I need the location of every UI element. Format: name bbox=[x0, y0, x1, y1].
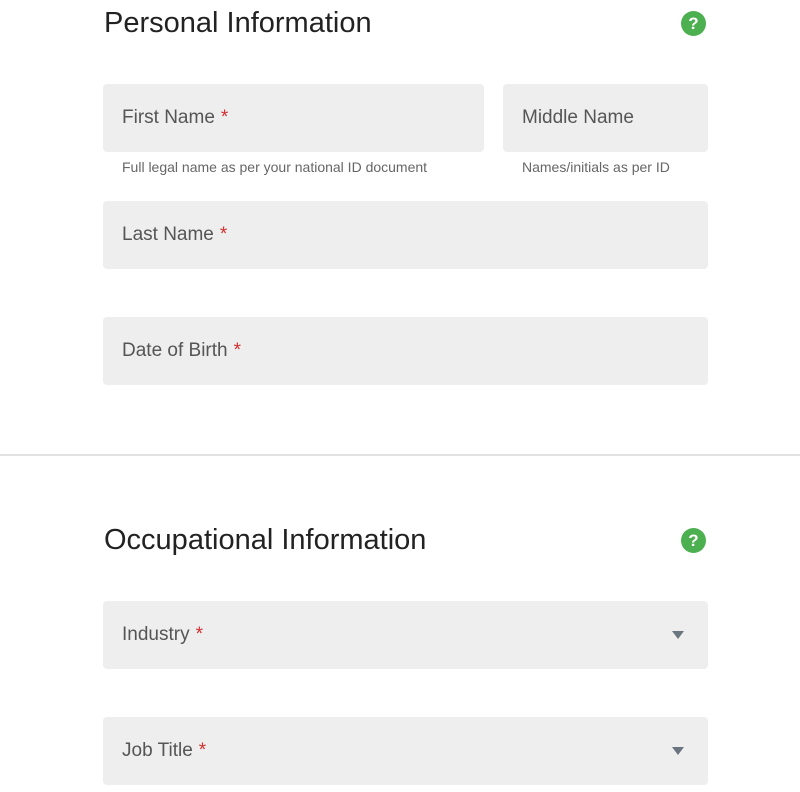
middle-name-field[interactable] bbox=[503, 84, 708, 152]
industry-label bbox=[122, 624, 203, 646]
date-of-birth-label bbox=[122, 340, 241, 362]
middle-name-helper-text: Names/initials as per ID bbox=[522, 159, 670, 175]
section-divider bbox=[0, 454, 800, 456]
occupational-information-title: Occupational Information bbox=[104, 524, 427, 556]
first-name-required-mark: * bbox=[220, 107, 229, 128]
job-title-label bbox=[122, 740, 206, 762]
industry-caret-down-icon[interactable] bbox=[672, 631, 684, 639]
last-name-required-mark: * bbox=[219, 224, 228, 245]
middle-name-label bbox=[522, 107, 634, 129]
last-name-label-text: Last Name bbox=[122, 224, 214, 245]
job-title-required-mark: * bbox=[198, 740, 207, 761]
first-name-label-text: First Name bbox=[122, 107, 215, 128]
date-of-birth-label-text: Date of Birth bbox=[122, 340, 228, 361]
first-name-helper-text: Full legal name as per your national ID document bbox=[122, 159, 428, 175]
last-name-label bbox=[122, 224, 227, 246]
first-name-field[interactable] bbox=[103, 84, 484, 152]
industry-label-text: Industry bbox=[122, 624, 190, 645]
job-title-label-text: Job Title bbox=[122, 740, 193, 761]
industry-select[interactable] bbox=[103, 601, 708, 669]
job-title-select[interactable] bbox=[103, 717, 708, 785]
date-of-birth-field[interactable] bbox=[103, 317, 708, 385]
first-name-label bbox=[122, 107, 228, 129]
job-title-caret-down-icon[interactable] bbox=[672, 747, 684, 755]
industry-required-mark: * bbox=[195, 624, 203, 645]
middle-name-label-text: Middle Name bbox=[522, 107, 634, 128]
last-name-field[interactable] bbox=[103, 201, 708, 269]
date-of-birth-required-mark: * bbox=[233, 340, 242, 361]
personal-help-icon[interactable]: ? bbox=[681, 11, 706, 36]
occupational-help-icon[interactable]: ? bbox=[681, 528, 706, 553]
personal-information-title: Personal Information bbox=[104, 7, 372, 39]
